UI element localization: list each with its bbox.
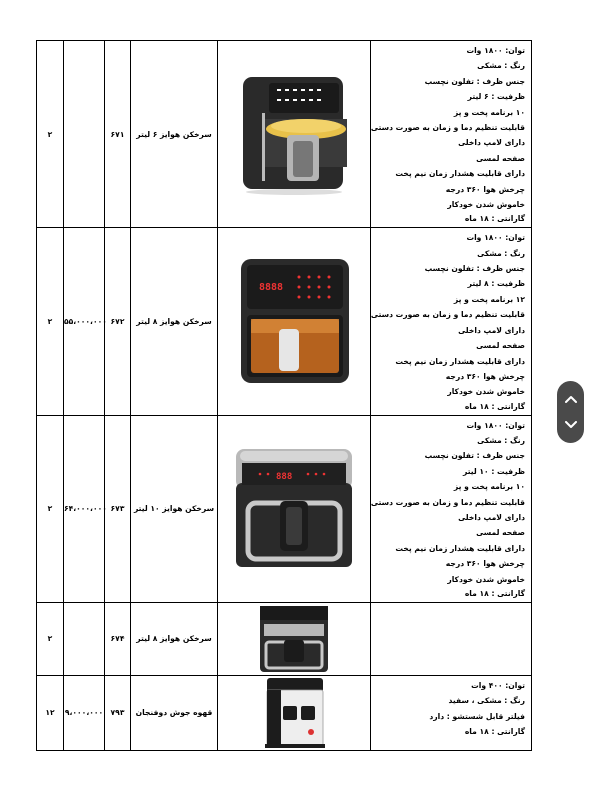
spec-line: قابلیت تنظیم دما و زمان به صورت دستی	[370, 497, 525, 507]
spec-line: ۱۰ برنامه پخت و پز	[453, 482, 525, 492]
price-cell: ۵۵،۰۰۰،۰۰۰	[64, 228, 105, 415]
spec-line: خاموش شدن خودکار	[447, 574, 525, 584]
spec-line: دارای لامپ داخلی	[458, 325, 525, 335]
spec-line: ظرفیت : ۶ لیتر	[467, 92, 525, 102]
spec-line: دارای قابلیت هشدار زمان نیم پخت	[395, 543, 525, 553]
product-image-cell	[218, 415, 371, 602]
code-cell: ۶۷۳	[105, 415, 131, 602]
spec-line: خاموش شدن خودکار	[447, 387, 525, 397]
qty-cell: ۲	[37, 415, 64, 602]
display-readout: 8888	[259, 282, 284, 294]
spec-line: رنگ : مشکی ، سفید	[448, 696, 525, 706]
table-row	[37, 415, 532, 602]
spec-line: توان: ۱۸۰۰ وات	[466, 420, 525, 430]
spec-line: جنس ظرف : تفلون نچسب	[424, 451, 525, 461]
spec-line: توان: ۱۸۰۰ وات	[466, 46, 525, 55]
spec-line: دارای لامپ داخلی	[458, 138, 525, 148]
chevron-up-icon	[565, 395, 577, 403]
spec-line: دارای قابلیت هشدار زمان نیم پخت	[395, 356, 525, 366]
spec-line: قابلیت تنظیم دما و زمان به صورت دستی	[370, 123, 525, 133]
spec-cell	[371, 675, 532, 750]
table-row	[37, 228, 532, 415]
spec-line: جنس ظرف : تفلون نچسب	[424, 264, 525, 274]
product-image-cell	[218, 41, 371, 228]
price-cell: ۶۴،۰۰۰،۰۰۰	[64, 415, 105, 602]
spec-line: فیلتر قابل شستشو : دارد	[429, 711, 525, 721]
code-cell: ۷۹۳	[105, 675, 131, 750]
price-cell: ۹،۰۰۰،۰۰۰	[64, 675, 105, 750]
spec-line: ظرفیت : ۱۰ لیتر	[462, 466, 525, 476]
price-cell	[64, 41, 105, 228]
air-fryer-8l-window-icon	[254, 604, 334, 674]
air-fryer-8l-icon	[229, 251, 359, 391]
product-name: سرخکن هوایز ۸ لیتر	[131, 602, 218, 675]
page-nav-control	[557, 381, 584, 443]
table-row	[37, 675, 532, 750]
code-cell: ۶۷۲	[105, 228, 131, 415]
spec-cell	[371, 415, 532, 602]
code-cell: ۶۷۱	[105, 41, 131, 228]
spec-line: چرخش هوا ۳۶۰ درجه	[445, 371, 525, 381]
product-image-cell	[218, 228, 371, 415]
qty-cell: ۲	[37, 602, 64, 675]
spec-line: ۱۲ برنامه پخت و پز	[453, 294, 525, 304]
spec-line: چرخش هوا ۳۶۰ درجه	[445, 559, 525, 569]
spec-line: خاموش شدن خودکار	[447, 200, 525, 210]
spec-cell	[371, 602, 532, 675]
product-image-cell	[218, 675, 371, 750]
table-row	[37, 602, 532, 675]
product-table	[36, 40, 532, 751]
product-name: قهوه جوش دوفنجان	[131, 675, 218, 750]
spec-line: ۱۰ برنامه پخت و پز	[453, 107, 525, 117]
spec-line: قابلیت تنظیم دما و زمان به صورت دستی	[370, 310, 525, 320]
product-name: سرخکن هوایز ۸ لیتر	[131, 228, 218, 415]
air-fryer-6l-icon	[229, 69, 359, 199]
product-name: سرخکن هوایز ۱۰ لیتر	[131, 415, 218, 602]
spec-line: گارانتی : ۱۸ ماه	[464, 589, 525, 598]
coffee-maker-icon	[259, 676, 329, 750]
price-cell	[64, 602, 105, 675]
spec-line: صفحه لمسی	[476, 153, 525, 163]
spec-cell	[371, 41, 532, 228]
spec-line: صفحه لمسی	[476, 341, 525, 351]
air-fryer-10l-icon	[224, 439, 364, 579]
spec-line: گارانتی : ۱۸ ماه	[464, 727, 525, 737]
scroll-down-button[interactable]	[561, 415, 581, 435]
qty-cell: ۲	[37, 228, 64, 415]
spec-line: ظرفیت : ۸ لیتر	[467, 279, 525, 289]
spec-line: رنگ : مشکی	[477, 435, 525, 445]
spec-line: دارای لامپ داخلی	[458, 512, 525, 522]
spec-cell	[371, 228, 532, 415]
product-name: سرخکن هوایز ۶ لیتر	[131, 41, 218, 228]
spec-line: جنس ظرف : تفلون نچسب	[424, 76, 525, 86]
spec-line: چرخش هوا ۳۶۰ درجه	[445, 184, 525, 194]
spec-line: گارانتی : ۱۸ ماه	[464, 401, 525, 411]
display-readout: 888	[276, 471, 293, 482]
qty-cell: ۱۲	[37, 675, 64, 750]
spec-line: رنگ : مشکی	[477, 248, 525, 258]
spec-line: صفحه لمسی	[476, 528, 525, 538]
spec-line: گارانتی : ۱۸ ماه	[464, 214, 525, 224]
spec-line: رنگ : مشکی	[477, 61, 525, 71]
spec-line: دارای قابلیت هشدار زمان نیم پخت	[395, 169, 525, 179]
spec-line: توان: ۴۰۰ وات	[471, 680, 525, 690]
qty-cell: ۲	[37, 41, 64, 228]
product-image-cell	[218, 602, 371, 675]
table-row	[37, 41, 532, 228]
code-cell: ۶۷۴	[105, 602, 131, 675]
chevron-down-icon	[565, 421, 577, 429]
spec-line: توان: ۱۸۰۰ وات	[466, 233, 525, 243]
scroll-up-button[interactable]	[561, 389, 581, 409]
